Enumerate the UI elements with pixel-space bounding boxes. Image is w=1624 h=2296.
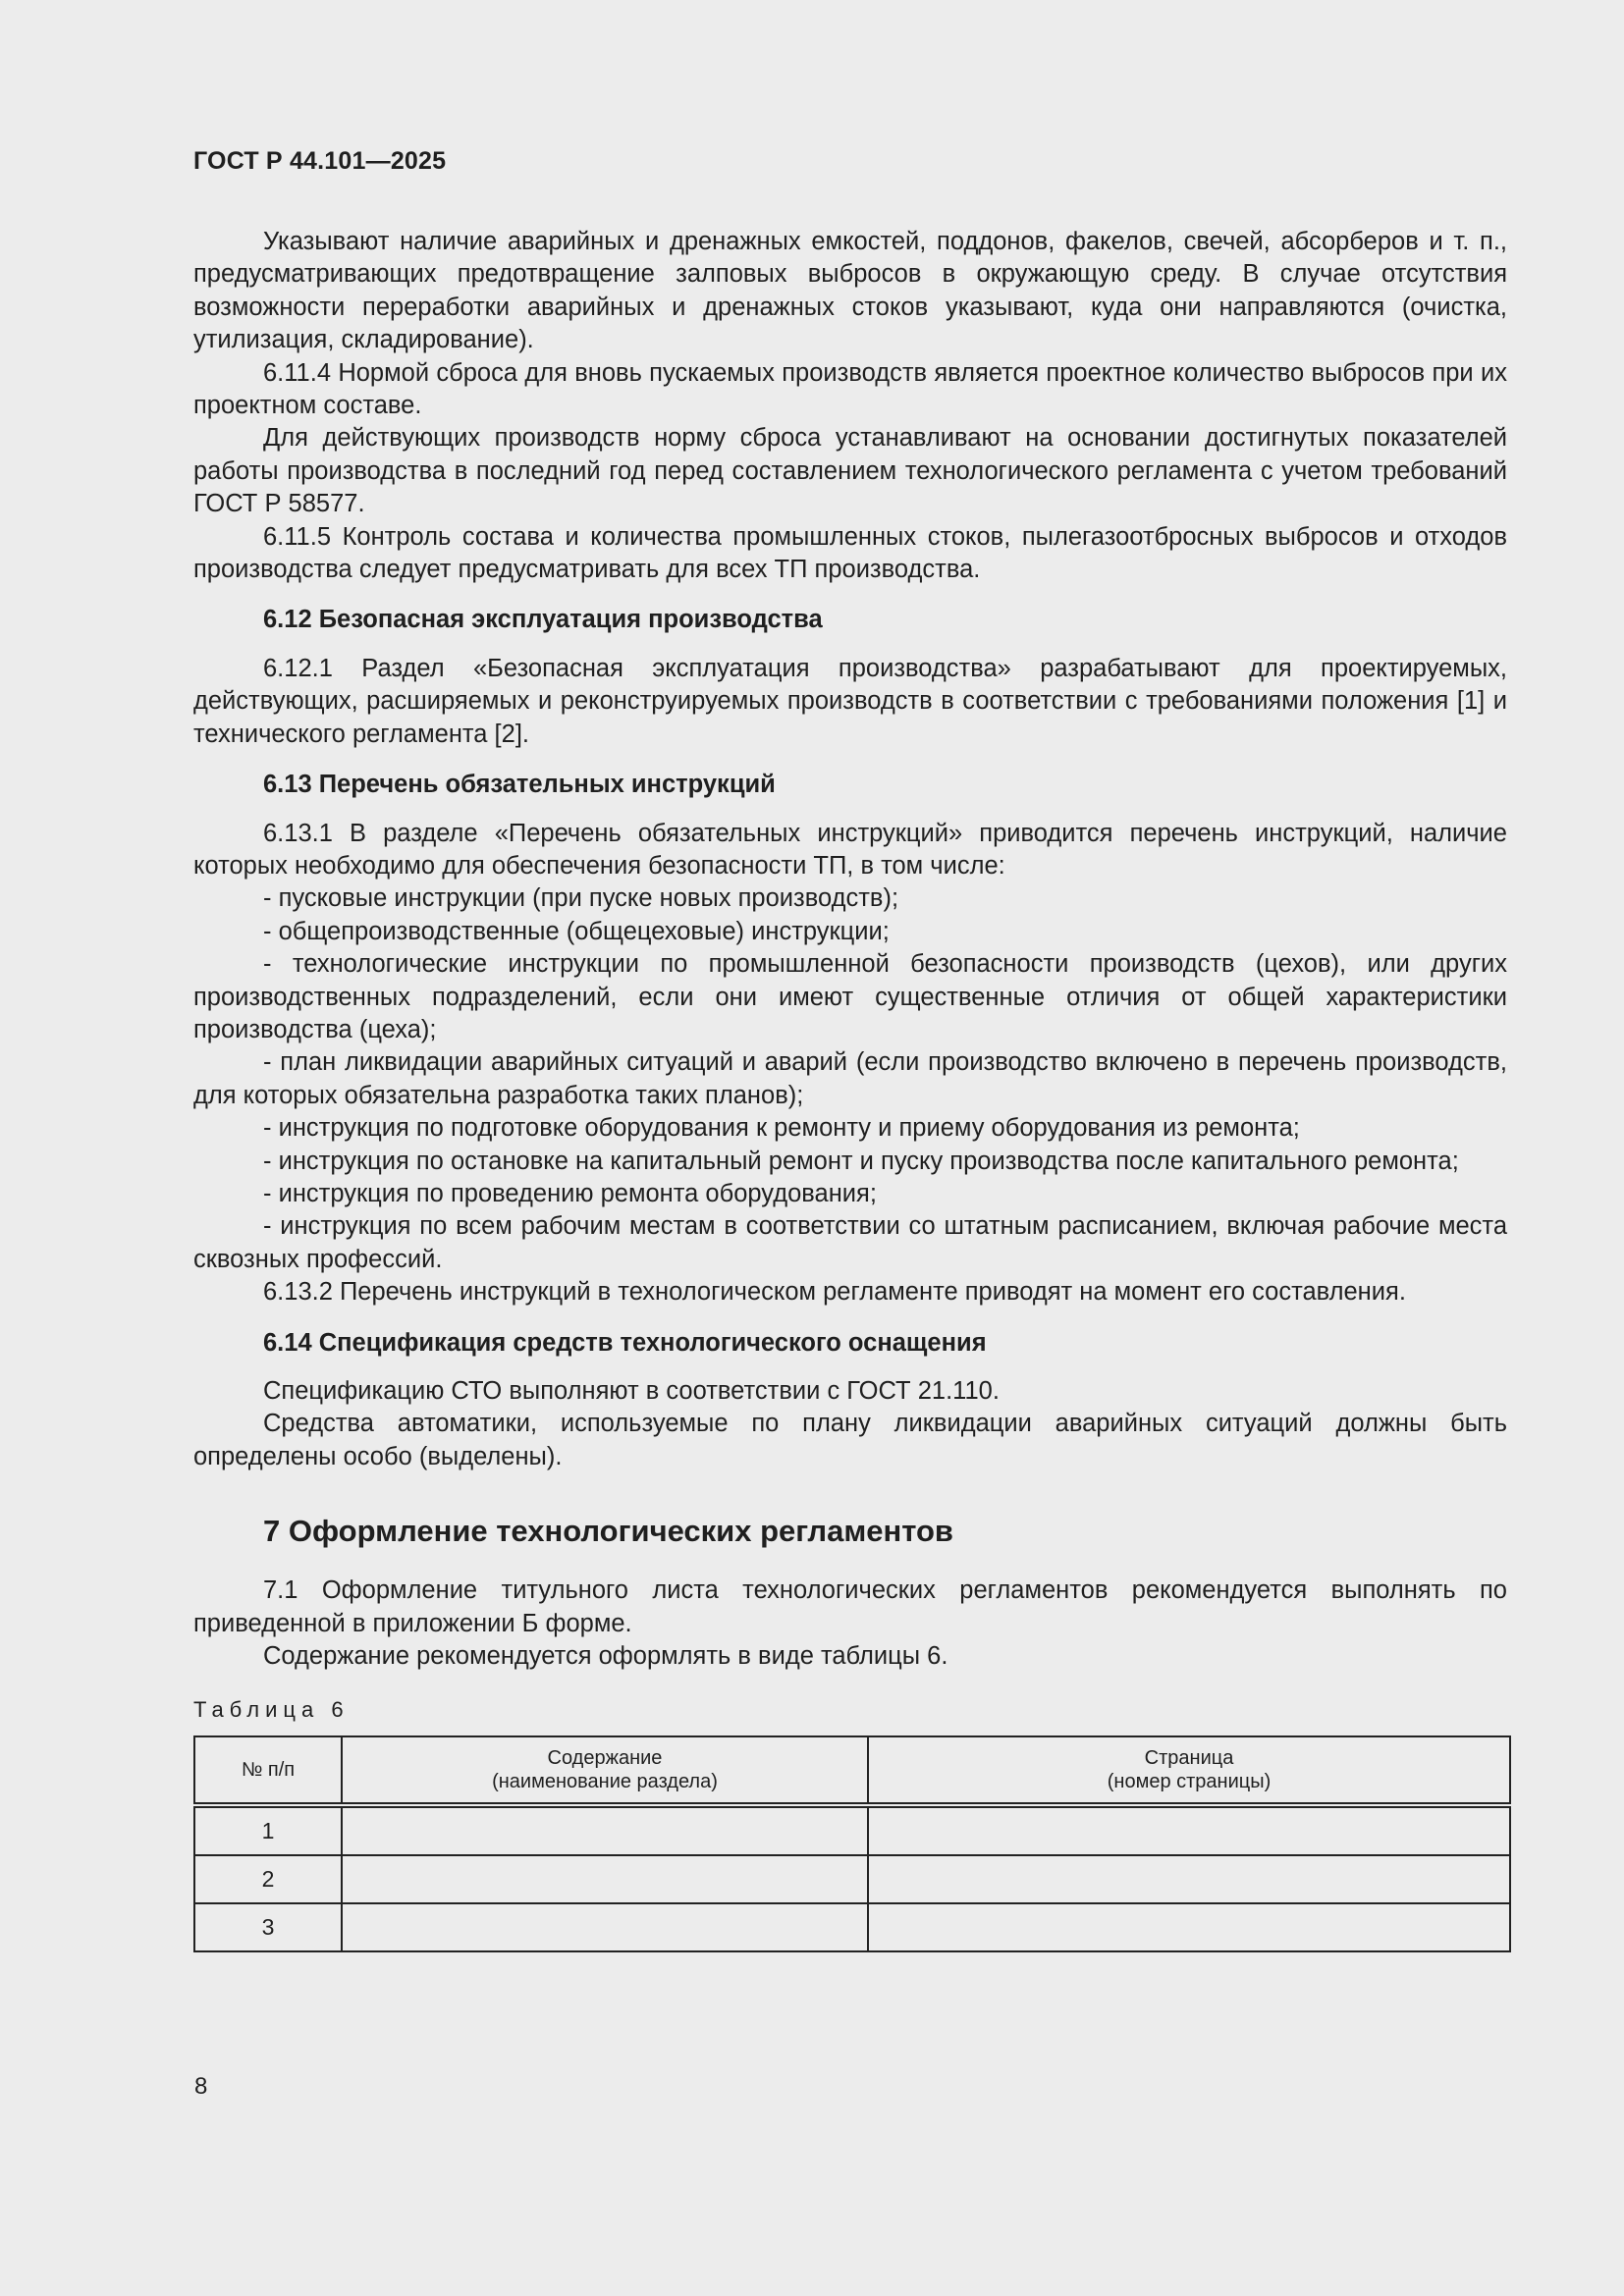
- contents-table: [193, 1735, 1511, 1952]
- paragraph: Указывают наличие аварийных и дренажных емкостей, поддонов, факелов, свечей, абсорберов и т. п., предусматривающих предотвращение залповых выбросов в окружающую среду. В случае отсутствия возможности переработки аварийных и дренажных стоков указывают, куда они направляются (очистка, утилизация, складирование).: [193, 228, 1507, 354]
- row-page: [868, 1903, 1510, 1951]
- row-page: [868, 1805, 1510, 1855]
- list-item: - общепроизводственные (общецеховые) инструкции;: [263, 917, 890, 945]
- document-content: [193, 226, 1507, 1952]
- row-content: [342, 1903, 868, 1951]
- list-item: - инструкция по проведению ремонта оборудования;: [263, 1179, 877, 1207]
- row-page: [868, 1855, 1510, 1903]
- list-item: - пусковые инструкции (при пуске новых производств);: [263, 884, 899, 913]
- table-header-row: [194, 1736, 1510, 1805]
- paragraph: 6.11.4 Нормой сброса для вновь пускаемых производств является проектное количество выбросов при их проектном составе.: [193, 358, 1507, 420]
- list-item: - инструкция по остановке на капитальный ремонт и пуску производства после капитального ремонта;: [263, 1147, 1459, 1175]
- table-row: [194, 1855, 1510, 1903]
- paragraph: 6.11.5 Контроль состава и количества промышленных стоков, пылегазоотбросных выбросов и отходов производства следует предусматривать для всех ТП производства.: [193, 522, 1507, 584]
- list-item: - технологические инструкции по промышленной безопасности производств (цехов), или других производственных подразделений, если они имеют существенные отличия от общей характеристики производства (цеха);: [193, 950, 1507, 1043]
- paragraph: 6.12.1 Раздел «Безопасная эксплуатация производства» разрабатывают для проектируемых, действующих, расширяемых и реконструируемых производств в соответствии с требованиями положения [1] и технического регламента [2].: [193, 654, 1507, 748]
- table-caption: Таблица 6: [193, 1697, 350, 1723]
- chapter-title: 7 Оформление технологических регламентов: [263, 1514, 953, 1549]
- paragraph: 7.1 Оформление титульного листа технологических регламентов рекомендуется выполнять по приведенной в приложении Б форме.: [193, 1576, 1507, 1637]
- paragraph: Для действующих производств норму сброса устанавливают на основании достигнутых показателей работы производства в последний год перед составлением технологического регламента с учетом требований ГОСТ Р 58577.: [193, 424, 1507, 518]
- column-header-page: [868, 1736, 1510, 1805]
- row-number: 2: [194, 1855, 342, 1903]
- paragraph: 6.13.2 Перечень инструкций в технологическом регламенте приводят на момент его составления.: [263, 1278, 1406, 1307]
- list-item: - инструкция по всем рабочим местам в соответствии со штатным расписанием, включая рабочие места сквозных профессий.: [193, 1212, 1507, 1273]
- section-title: 6.14 Спецификация средств технологического оснащения: [263, 1328, 987, 1357]
- column-header-number: № п/п: [194, 1736, 342, 1805]
- column-header-content: [342, 1736, 868, 1805]
- row-content: [342, 1805, 868, 1855]
- paragraph: Содержание рекомендуется оформлять в виде таблицы 6.: [263, 1642, 948, 1671]
- row-number: 1: [194, 1805, 342, 1855]
- paragraph: 6.13.1 В разделе «Перечень обязательных инструкций» приводится перечень инструкций, наличие которых необходимо для обеспечения безопасности ТП, в том числе:: [193, 819, 1507, 880]
- table-row: [194, 1805, 1510, 1855]
- row-number: 3: [194, 1903, 342, 1951]
- section-title: 6.12 Безопасная эксплуатация производства: [263, 606, 823, 634]
- page-number: 8: [194, 2073, 208, 2100]
- standard-header: ГОСТ Р 44.101—2025: [193, 147, 447, 175]
- list-item: - инструкция по подготовке оборудования к ремонту и приему оборудования из ремонта;: [263, 1114, 1300, 1143]
- list-item: - план ликвидации аварийных ситуаций и аварий (если производство включено в перечень производств, для которых обязательна разработка таких планов);: [193, 1048, 1507, 1109]
- paragraph: Средства автоматики, используемые по плану ликвидации аварийных ситуаций должны быть определены особо (выделены).: [193, 1410, 1507, 1470]
- paragraph: Спецификацию СТО выполняют в соответствии с ГОСТ 21.110.: [263, 1377, 1000, 1405]
- column-header-content-text: Содержание (наименование раздела): [492, 1747, 718, 1793]
- column-header-page-text: Страница (номер страницы): [1107, 1747, 1272, 1793]
- section-title: 6.13 Перечень обязательных инструкций: [263, 771, 776, 799]
- row-content: [342, 1855, 868, 1903]
- table-row: [194, 1903, 1510, 1951]
